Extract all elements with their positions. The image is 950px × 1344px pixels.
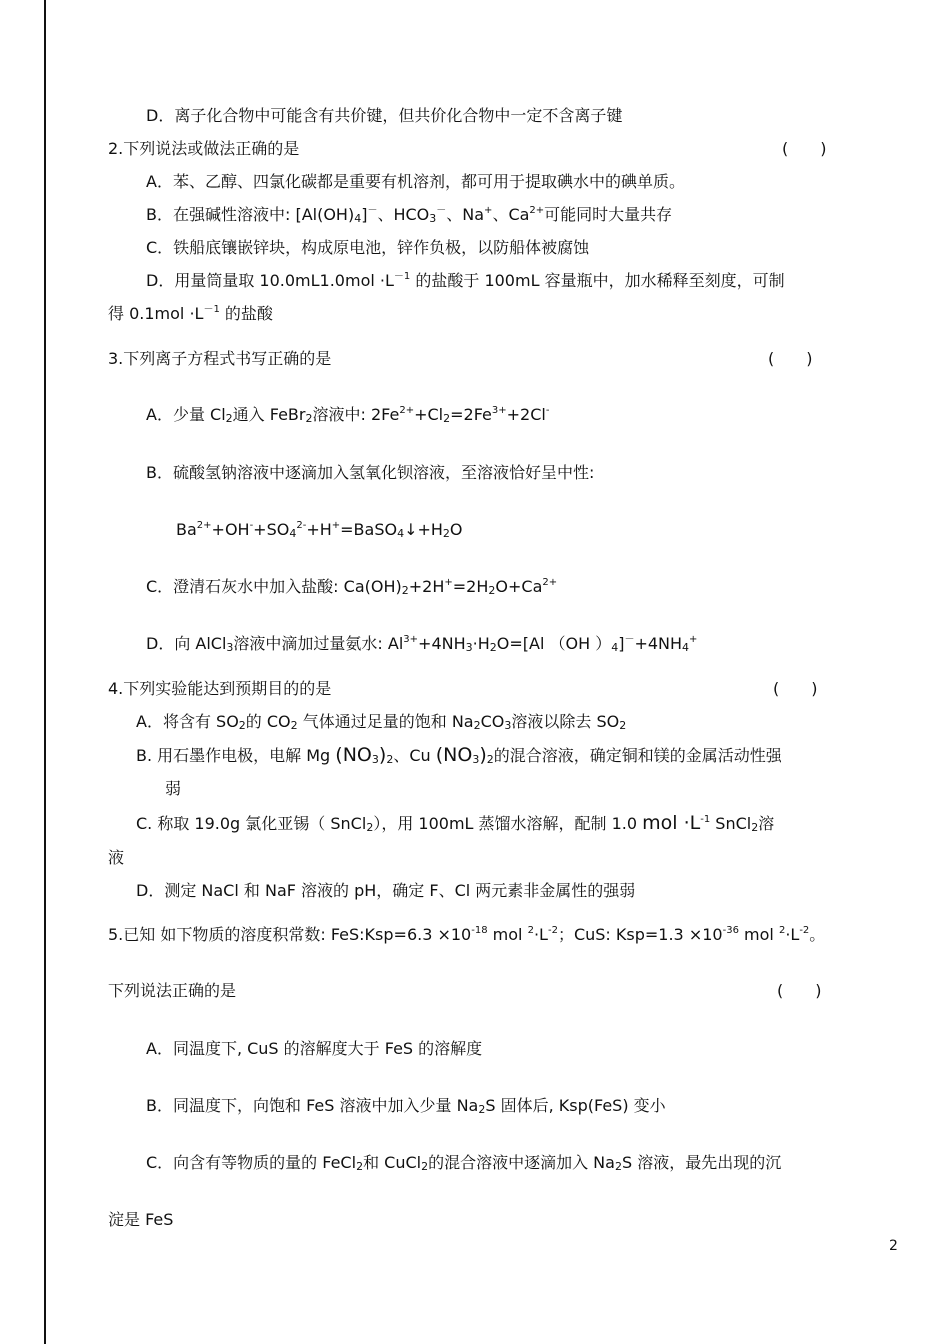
q4-option-b: B. 用石墨作电极，电解 Mg $(NO_3)_2$、Cu $(NO_3)_2$的混合溶液，确定铜和镁的金属活动性强 [136,744,782,766]
q3-option-d: D．向 AlCl$_3$溶液中滴加过量氨水: $Al^{3+}+4NH_3\cdot H_2O=[Al$ （OH ）$_4]^-+4NH_4^+$ [146,634,698,654]
q3-option-b-equation: $Ba^{2+}+OH^-+SO_4^{2-}+H^+=BaSO_4↓+H_2O$ [176,520,463,540]
q2-option-d-cont: 得 $0.1mol \cdot L^{-1}$ 的盐酸 [108,304,273,323]
q4-stem: 4.下列实验能达到预期目的的是 [108,679,332,698]
q2-option-d: D．用量筒量取 $10.0mL1.0mol \cdot L^{-1}$ 的盐酸于 100mL 容量瓶中，加水稀释至刻度，可制 [146,271,785,290]
q3-stem: 3.下列离子方程式书写正确的是 [108,349,332,368]
q2-answer-paren: ( ) [782,139,827,158]
q5-option-b: B．同温度下，向饱和 FeS 溶液中加入少量 $Na_2S$ 固体后, Ksp(FeS) 变小 [146,1096,666,1116]
q2-option-a: A．苯、乙醇、四氯化碳都是重要有机溶剂，都可用于提取碘水中的碘单质。 [146,172,685,191]
q4-option-a: A．将含有 $SO_2$的 $CO_2$ 气体通过足量的饱和 $Na_2CO_3$溶液以除去 $SO_2$ [136,712,627,732]
q4-option-c-cont: 液 [108,848,125,867]
q2-stem: 2.下列说法或做法正确的是 [108,139,300,158]
page-number: 2 [889,1238,898,1254]
q3-option-b: B．硫酸氢钠溶液中逐滴加入氢氧化钡溶液，至溶液恰好呈中性: [146,463,595,482]
q5-answer-paren: ( ) [777,981,822,1000]
q2-option-b: B．在强碱性溶液中: $[Al(OH)_4]^-$、$HCO_3^-$、Na+、$Ca^{2+}$可能同时大量共存 [146,205,673,225]
q1-option-d: D．离子化合物中可能含有共价键，但共价化合物中一定不含离子键 [146,106,623,125]
q4-option-b-cont: 弱 [165,779,182,798]
q4-answer-paren: ( ) [773,679,818,698]
q3-option-c: C．澄清石灰水中加入盐酸: $Ca(OH)_2+2H^+=2H_2O+Ca^{2+}$ [146,577,558,597]
margin-rule [44,0,46,1344]
q5-option-c: C．向含有等物质的量的 FeCl$_2$和 CuCl$_2$的混合溶液中逐滴加入 $Na_2S$ 溶液，最先出现的沉 [146,1153,782,1173]
q4-option-d: D．测定 NaCl 和 NaF 溶液的 pH，确定 F、Cl 两元素非金属性的强弱 [136,881,636,900]
q5-stem-cont: 下列说法正确的是 [108,981,237,1000]
q4-option-c: C. 称取 19.0g 氯化亚锡（ SnCl$_2$），用 100mL 蒸馏水溶解，配制 1.0 mol $\cdot L^{-1}$ SnCl$_2$溶 [136,812,775,834]
q5-option-c-cont: 淀是 FeS [108,1210,174,1229]
q5-stem: 5.已知 如下物质的溶度积常数: FeS:Ksp=6.3 $\times 10^{-18}$ mol $^2\cdot L^{-2}$；CuS: $Ksp=1.3 \times 10^{-36}$ mol $^2\cdot L^{-2}$。 [108,925,826,944]
q2-option-c: C．铁船底镶嵌锌块，构成原电池，锌作负极，以防船体被腐蚀 [146,238,590,257]
q5-option-a: A．同温度下, CuS 的溶解度大于 FeS 的溶解度 [146,1039,483,1058]
q3-answer-paren: ( ) [768,349,813,368]
q3-option-a: A．少量 $Cl_2$通入 FeBr$_2$溶液中: $2Fe^{2+}+Cl_2=2Fe^{3+}+2Cl^-$ [146,405,550,425]
